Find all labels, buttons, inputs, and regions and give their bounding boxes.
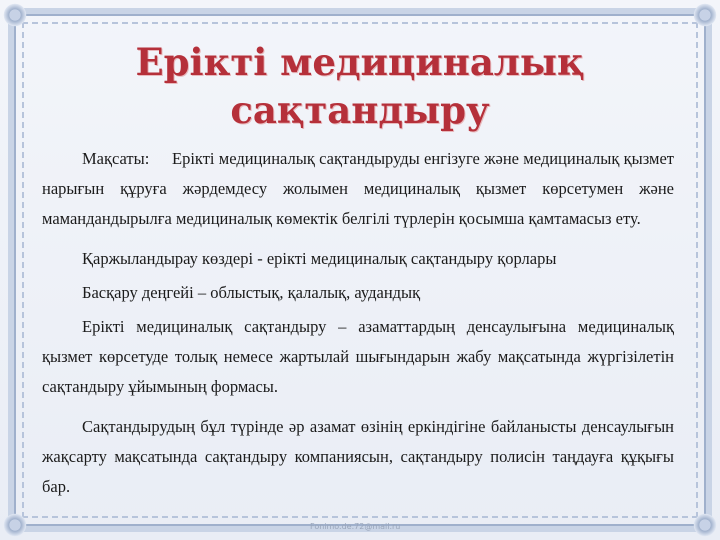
goal-label: Мақсаты: bbox=[82, 149, 150, 168]
slide-title bbox=[60, 38, 660, 134]
footer-watermark: Fonimo.de.72@mail.ru bbox=[310, 522, 401, 531]
management-paragraph: Басқару деңгейі – облыстық, қалалық, аудандық bbox=[82, 283, 421, 302]
corner-ornament-icon bbox=[2, 2, 28, 28]
funding-paragraph: Қаржыландырау көздері - ерікті медициналық сақтандыру қорлары bbox=[82, 249, 557, 268]
corner-ornament-icon bbox=[692, 2, 718, 28]
rights-paragraph: Сақтандырудың бұл түрінде әр азамат өзінің еркіндігіне байланысты денсаулығын жақсарту мақсатында сақтандыру компаниясын, сақтандыру полисін таңдауға құқығы бар. bbox=[42, 417, 674, 496]
goal-paragraph bbox=[42, 144, 674, 234]
title-line-1: Ерікті медициналық bbox=[135, 40, 585, 84]
goal-text: Ерікті медициналық сақтандыруды енгізуге және медициналық қызмет нарығын құруға жәрдемдесу жолымен медициналық қызмет көрсетумен және мамандандырылға медициналық көмектік белгілі түрлерін қосымша қамтамасыз ету. bbox=[42, 149, 674, 228]
title-line-2: сақтандыру bbox=[230, 88, 490, 132]
definition-paragraph: Ерікті медициналық сақтандыру – азаматтардың денсаулығына медициналық қызмет көрсетуде толық немесе жартылай шығындарын жабу мақсатында жүргізілетін сақтандыру ұйымының формасы. bbox=[42, 317, 674, 396]
slide-body bbox=[42, 144, 674, 512]
corner-ornament-icon bbox=[2, 512, 28, 538]
corner-ornament-icon bbox=[692, 512, 718, 538]
